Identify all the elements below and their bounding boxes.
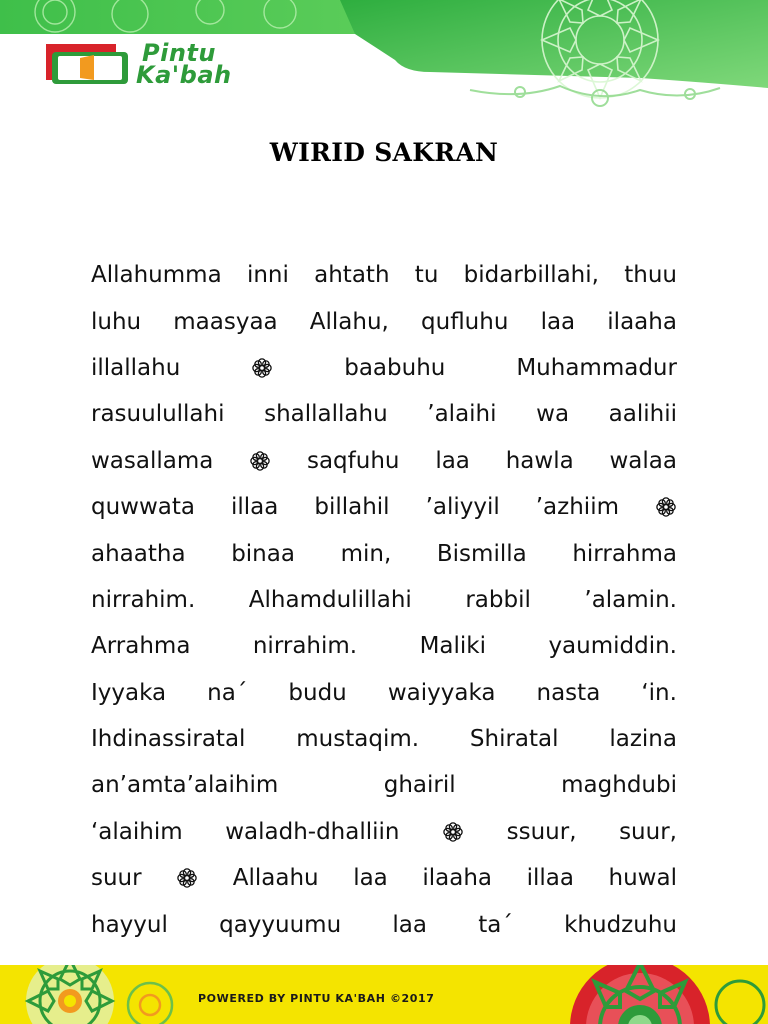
text-word: luhu [91, 308, 142, 335]
text-word: hirrahma [572, 540, 677, 567]
powered-by-text: POWERED BY PINTU KA'BAH ©2017 [198, 992, 435, 1005]
text-word: nirrahim. [252, 633, 358, 660]
text-word: illaa [526, 865, 574, 892]
text-word: ’azhiim [535, 494, 619, 521]
footer-left-ornament [26, 965, 114, 1024]
text-word: hayyul [91, 911, 168, 938]
text-word: aalihii [608, 401, 677, 428]
text-word: Arrahma [91, 633, 191, 660]
text-word: waiyyaka [387, 679, 496, 706]
flower-separator-icon [655, 496, 677, 518]
flower-separator-icon [442, 821, 464, 843]
page-footer [0, 965, 768, 1024]
text-word: baabuhu [344, 354, 446, 381]
text-word: waladh-dhalliin [225, 818, 400, 845]
text-word: khudzuhu [564, 911, 677, 938]
text-line [91, 577, 677, 623]
text-word: ‘alaihim [91, 818, 183, 845]
text-line [91, 391, 677, 437]
text-word: laa [435, 447, 470, 474]
text-line [91, 623, 677, 669]
text-word: Bismilla [436, 540, 527, 567]
text-word: rabbil [465, 586, 531, 613]
page-header [0, 0, 768, 115]
text-word: thuu [624, 262, 677, 289]
text-word: billahil [314, 494, 390, 521]
text-word: binaa [231, 540, 295, 567]
text-line [91, 716, 677, 762]
text-word: rasuulullahi [91, 401, 225, 428]
logo-text-line2: Ka'bah [136, 61, 232, 89]
text-word: laa [353, 865, 388, 892]
text-word: Allahu, [309, 308, 389, 335]
text-word: ’alaihi [427, 401, 497, 428]
text-word: wa [536, 401, 570, 428]
text-word: huwal [608, 865, 677, 892]
text-word: yaumiddin. [548, 633, 677, 660]
text-line [91, 762, 677, 808]
text-word: bidarbillahi, [463, 262, 599, 289]
text-line [91, 809, 677, 855]
text-line [91, 530, 677, 576]
text-word: ahaatha [91, 540, 186, 567]
text-word: Alhamdulillahi [248, 586, 412, 613]
text-word: nirrahim. [91, 586, 196, 613]
text-word: inni [246, 262, 289, 289]
text-word: ilaaha [607, 308, 677, 335]
text-word: ta´ [478, 911, 513, 938]
text-line [91, 298, 677, 344]
text-word: mustaqim. [296, 726, 420, 753]
text-word: maghdubi [561, 772, 677, 799]
text-line [91, 484, 677, 530]
text-word: ‘in. [641, 679, 677, 706]
text-word: illaa [231, 494, 279, 521]
text-word: ghairil [383, 772, 456, 799]
text-word: illallahu [91, 354, 181, 381]
text-word: Maliki [419, 633, 486, 660]
text-word: suur [91, 865, 142, 892]
text-word: shallallahu [264, 401, 388, 428]
text-word: lazina [609, 726, 677, 753]
flower-separator-icon [176, 867, 198, 889]
text-word: Ihdinassiratal [91, 726, 246, 753]
text-line [91, 855, 677, 901]
text-word: Muhammadur [516, 354, 677, 381]
text-word: min, [340, 540, 392, 567]
document-body [91, 252, 677, 948]
text-word: saqfuhu [306, 447, 400, 474]
text-word: ahtath [314, 262, 390, 289]
text-word: ’aliyyil [425, 494, 500, 521]
page-title: WIRID SAKRAN [269, 138, 499, 167]
text-word: Allaahu [232, 865, 319, 892]
text-word: maasyaa [173, 308, 278, 335]
pintu-kabah-logo [44, 39, 284, 90]
text-word: Shiratal [469, 726, 559, 753]
text-line [91, 438, 677, 484]
text-word: nasta [536, 679, 601, 706]
text-line [91, 670, 677, 716]
text-line [91, 345, 677, 391]
text-word: laa [540, 308, 576, 335]
flower-separator-icon [251, 357, 273, 379]
text-word: ’alamin. [584, 586, 677, 613]
text-word: ssuur, [506, 818, 577, 845]
logo-text [136, 39, 282, 89]
text-word: walaa [609, 447, 677, 474]
text-word: laa [392, 911, 427, 938]
text-line [91, 252, 677, 298]
logo-door-icon [44, 42, 134, 86]
text-word: hawla [505, 447, 574, 474]
text-word: qayyuumu [219, 911, 342, 938]
text-word: Iyyaka [91, 679, 167, 706]
text-line [91, 901, 677, 947]
text-word: qufluhu [421, 308, 509, 335]
text-word: ilaaha [422, 865, 492, 892]
text-word: quwwata [91, 494, 196, 521]
text-word: wasallama [91, 447, 214, 474]
logo-text-line1: Pintu [142, 39, 216, 67]
text-word: budu [288, 679, 347, 706]
text-word: suur, [619, 818, 677, 845]
text-word: tu [414, 262, 439, 289]
text-word: Allahumma [91, 262, 222, 289]
text-word: an’amta’alaihim [91, 772, 279, 799]
text-word: na´ [207, 679, 248, 706]
flower-separator-icon [249, 450, 271, 472]
